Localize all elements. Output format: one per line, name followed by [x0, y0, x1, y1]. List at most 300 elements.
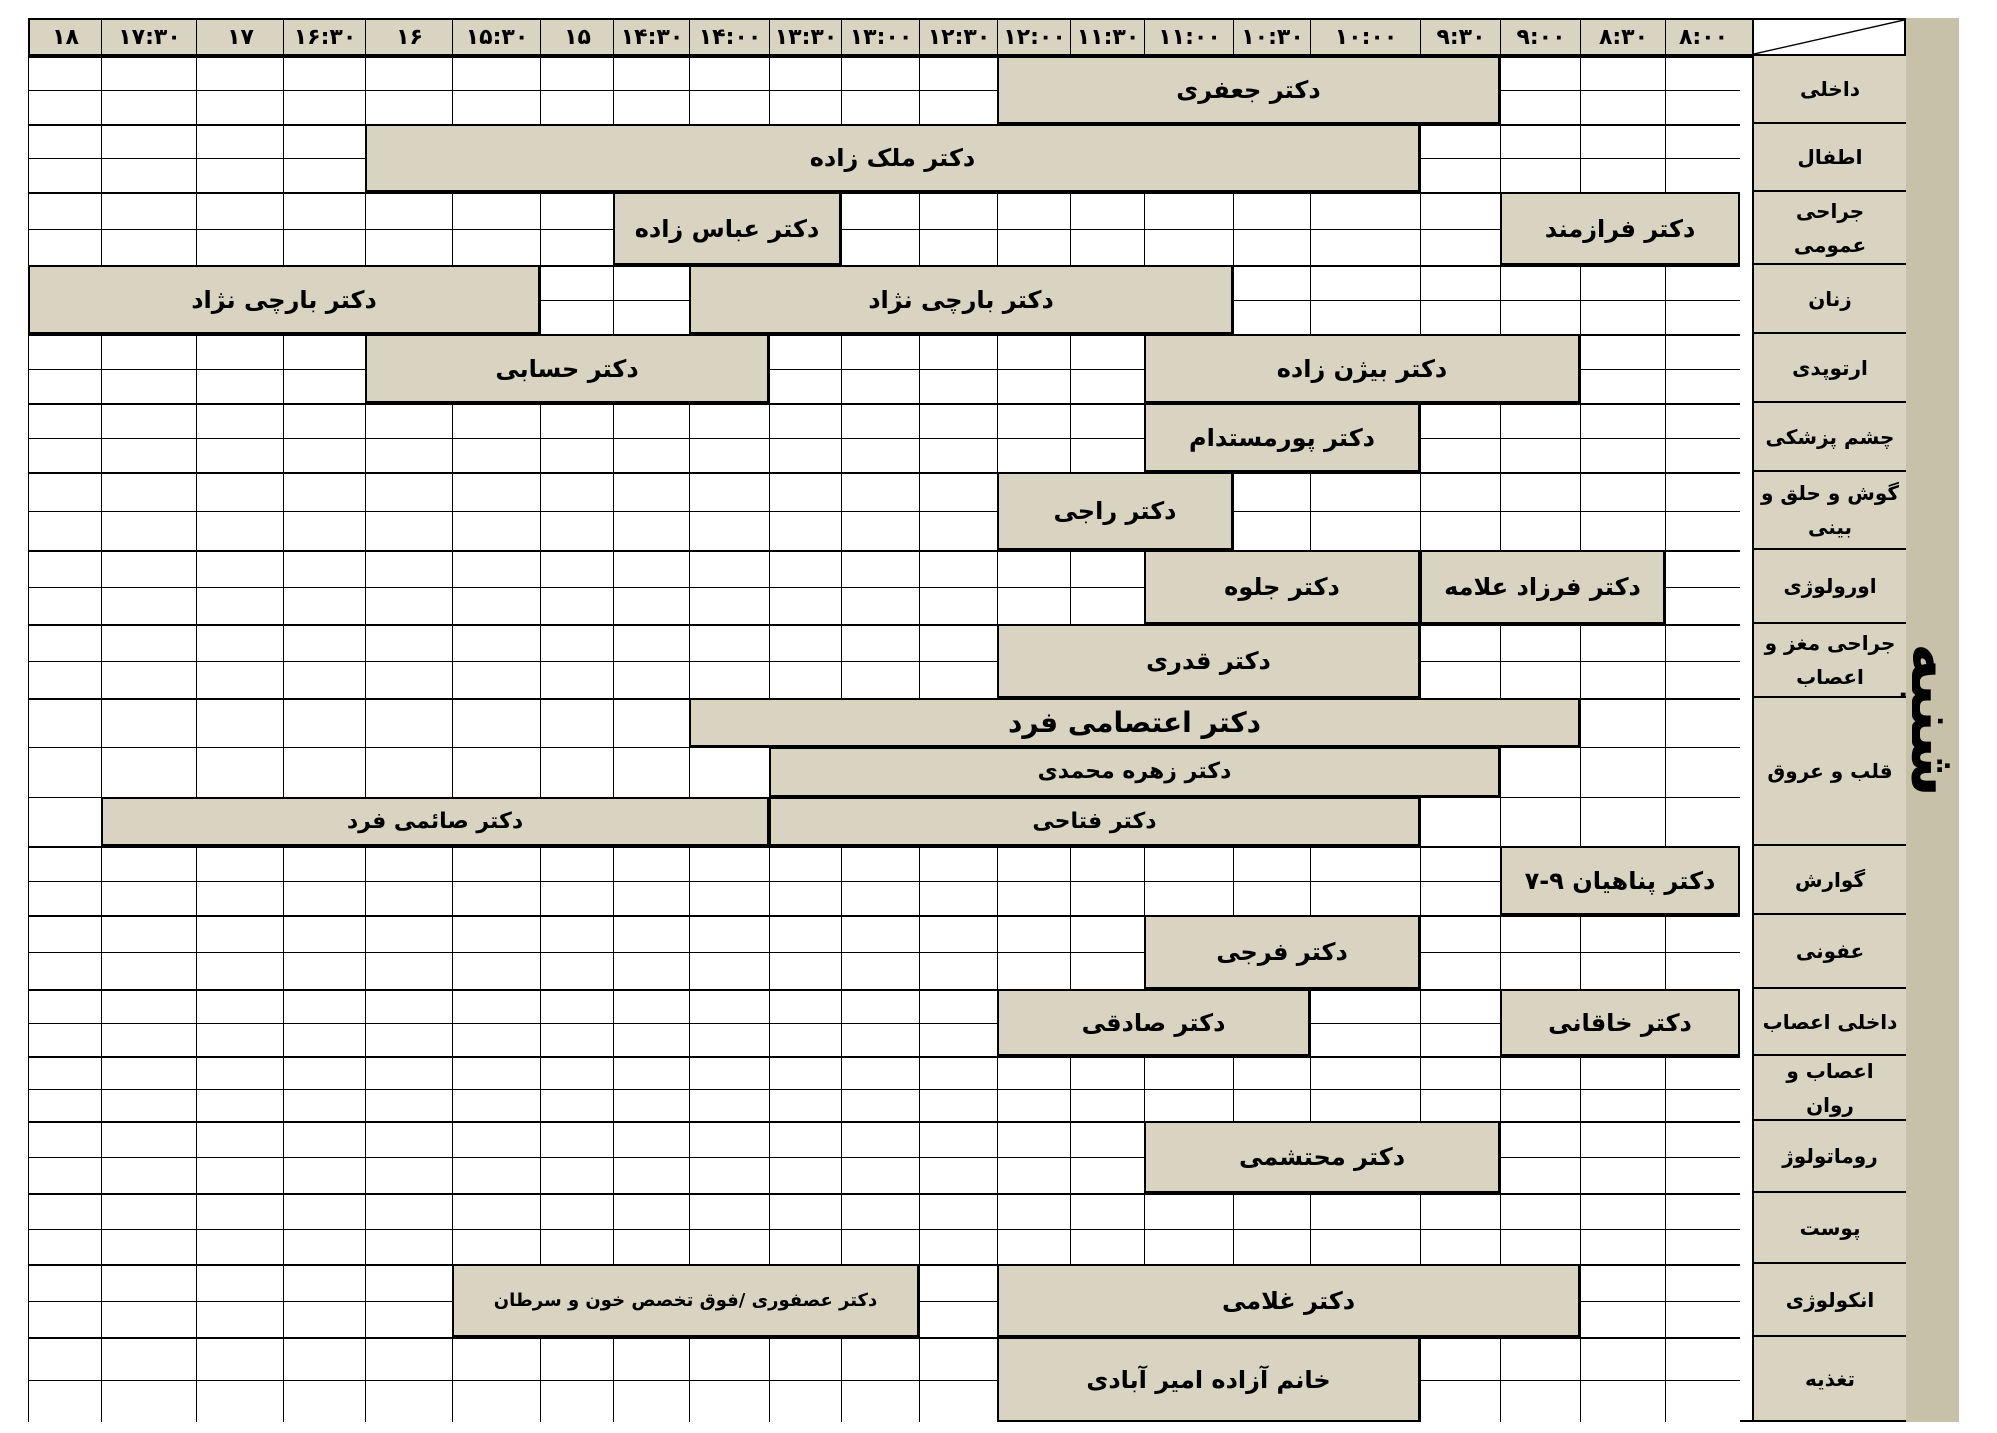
- grid-cell: [196, 1089, 283, 1122]
- grid-cell: [452, 56, 540, 90]
- grid-cell: [841, 915, 919, 952]
- grid-cell: [769, 438, 841, 473]
- grid-cell: [452, 1229, 540, 1265]
- grid-cell: [1580, 1264, 1665, 1301]
- grid-cell: [28, 1023, 101, 1057]
- grid-cell: [689, 1056, 769, 1089]
- grid-cell: [1420, 1337, 1500, 1380]
- grid-cell: [365, 698, 452, 747]
- grid-cell: [452, 915, 540, 952]
- grid-cell: [28, 90, 101, 124]
- grid-cell: [365, 915, 452, 952]
- grid-cell: [1070, 1229, 1144, 1265]
- grid-cell: [365, 747, 452, 796]
- time-header-cell: ۱۵: [540, 18, 614, 56]
- grid-cell: [841, 511, 919, 550]
- grid-cell: [452, 1193, 540, 1229]
- grid-cell: [365, 661, 452, 698]
- grid-cell: [613, 587, 689, 624]
- grid-cell: [196, 124, 283, 158]
- grid-cell: [1665, 698, 1740, 747]
- time-header-cell: ۱۴:۰۰: [689, 18, 770, 56]
- doctor-shift-block: دکتر زهره محمدی: [769, 747, 1500, 796]
- grid-cell: [1070, 1193, 1144, 1229]
- grid-cell: [1070, 846, 1144, 881]
- grid-cell: [365, 472, 452, 511]
- grid-cell: [613, 550, 689, 587]
- grid-cell: [997, 1193, 1070, 1229]
- grid-cell: [841, 192, 919, 229]
- specialty-label: روماتولوژ: [1752, 1121, 1906, 1193]
- grid-cell: [1420, 1023, 1500, 1057]
- grid-cell: [452, 989, 540, 1023]
- grid-cell: [1580, 1089, 1665, 1122]
- grid-cell: [1665, 1157, 1740, 1193]
- grid-cell: [919, 1193, 997, 1229]
- grid-cell: [841, 587, 919, 624]
- grid-cell: [613, 952, 689, 989]
- grid-cell: [283, 1193, 365, 1229]
- grid-cell: [283, 1380, 365, 1423]
- grid-cell: [540, 1229, 613, 1265]
- grid-cell: [841, 989, 919, 1023]
- grid-cell: [1233, 472, 1310, 511]
- doctor-shift-block: دکتر عصفوری /فوق تخصص خون و سرطان: [452, 1264, 919, 1337]
- grid-cell: [613, 661, 689, 698]
- doctor-shift-block: دکتر صادقی: [997, 989, 1310, 1056]
- grid-cell: [1310, 265, 1420, 300]
- grid-cell: [28, 915, 101, 952]
- grid-cell: [28, 124, 101, 158]
- grid-cell: [1420, 124, 1500, 158]
- grid-cell: [841, 624, 919, 661]
- grid-cell: [997, 403, 1070, 438]
- grid-cell: [101, 1089, 196, 1122]
- grid-cell: [196, 403, 283, 438]
- grid-cell: [1070, 334, 1144, 369]
- grid-cell: [1665, 124, 1740, 158]
- grid-cell: [1580, 797, 1665, 846]
- grid-cell: [997, 192, 1070, 229]
- day-label: شنبه: [1895, 643, 1970, 797]
- grid-cell: [28, 1229, 101, 1265]
- grid-cell: [452, 846, 540, 881]
- grid-cell: [452, 550, 540, 587]
- grid-cell: [28, 624, 101, 661]
- specialty-label: گوارش: [1752, 846, 1906, 915]
- grid-cell: [1500, 56, 1580, 90]
- grid-cell: [689, 56, 769, 90]
- corner-header-cell: [1752, 20, 1904, 54]
- grid-cell: [28, 797, 101, 846]
- grid-cell: [452, 881, 540, 916]
- grid-cell: [283, 472, 365, 511]
- grid-cell: [1144, 881, 1233, 916]
- grid-cell: [196, 550, 283, 587]
- grid-cell: [689, 1121, 769, 1157]
- grid-cell: [452, 192, 540, 229]
- grid-cell: [769, 403, 841, 438]
- day-band: [1895, 18, 1970, 1422]
- grid-cell: [28, 698, 101, 747]
- grid-cell: [689, 403, 769, 438]
- grid-cell: [365, 1380, 452, 1423]
- grid-cell: [28, 56, 101, 90]
- grid-cell: [196, 1380, 283, 1423]
- grid-cell: [1580, 369, 1665, 404]
- grid-cell: [196, 952, 283, 989]
- grid-cell: [452, 403, 540, 438]
- grid-cell: [365, 624, 452, 661]
- grid-cell: [540, 661, 613, 698]
- grid-cell: [1420, 511, 1500, 550]
- grid-cell: [283, 698, 365, 747]
- grid-cell: [540, 1380, 613, 1423]
- grid-cell: [1420, 915, 1500, 952]
- grid-cell: [841, 1089, 919, 1122]
- grid-cell: [1420, 472, 1500, 511]
- time-header-cell: ۱۶: [365, 18, 453, 56]
- grid-cell: [919, 192, 997, 229]
- grid-cell: [540, 403, 613, 438]
- doctor-shift-block: دکتر حسابی: [365, 334, 769, 403]
- specialty-label: چشم پزشکی: [1752, 403, 1906, 472]
- grid-cell: [365, 1023, 452, 1057]
- grid-cell: [1310, 846, 1420, 881]
- grid-cell: [1310, 511, 1420, 550]
- grid-cell: [1420, 300, 1500, 335]
- grid-cell: [365, 587, 452, 624]
- time-header-cell: ۱۳:۰۰: [841, 18, 920, 56]
- grid-cell: [540, 56, 613, 90]
- grid-cell: [1665, 587, 1740, 624]
- grid-cell: [1500, 1193, 1580, 1229]
- grid-cell: [1420, 846, 1500, 881]
- grid-cell: [452, 747, 540, 796]
- grid-cell: [101, 1056, 196, 1089]
- grid-cell: [769, 1380, 841, 1423]
- grid-cell: [283, 1056, 365, 1089]
- grid-cell: [452, 624, 540, 661]
- grid-cell: [1144, 1056, 1233, 1089]
- grid-cell: [1500, 472, 1580, 511]
- grid-cell: [101, 511, 196, 550]
- grid-cell: [919, 587, 997, 624]
- grid-cell: [365, 1229, 452, 1265]
- grid-cell: [101, 1121, 196, 1157]
- grid-cell: [997, 1157, 1070, 1193]
- grid-cell: [283, 1023, 365, 1057]
- grid-cell: [101, 1264, 196, 1301]
- grid-cell: [769, 511, 841, 550]
- grid-cell: [540, 229, 613, 266]
- doctor-shift-block: دکتر بیژن زاده: [1144, 334, 1580, 403]
- grid-cell: [1420, 661, 1500, 698]
- grid-cell: [1665, 797, 1740, 846]
- grid-cell: [769, 1023, 841, 1057]
- grid-cell: [283, 881, 365, 916]
- grid-cell: [1500, 952, 1580, 989]
- grid-cell: [365, 846, 452, 881]
- grid-cell: [1500, 300, 1580, 335]
- grid-cell: [1665, 1089, 1740, 1122]
- grid-cell: [689, 624, 769, 661]
- grid-cell: [540, 846, 613, 881]
- grid-cell: [1070, 229, 1144, 266]
- grid-cell: [452, 587, 540, 624]
- grid-cell: [28, 403, 101, 438]
- grid-cell: [1420, 881, 1500, 916]
- grid-cell: [28, 334, 101, 369]
- grid-cell: [1580, 1337, 1665, 1380]
- grid-cell: [540, 1121, 613, 1157]
- grid-cell: [540, 698, 613, 747]
- grid-cell: [769, 1229, 841, 1265]
- grid-cell: [841, 846, 919, 881]
- grid-cell: [101, 747, 196, 796]
- grid-cell: [841, 661, 919, 698]
- grid-cell: [28, 989, 101, 1023]
- grid-cell: [1665, 265, 1740, 300]
- grid-cell: [1580, 624, 1665, 661]
- grid-cell: [452, 1089, 540, 1122]
- grid-cell: [452, 90, 540, 124]
- grid-cell: [196, 1121, 283, 1157]
- grid-cell: [101, 472, 196, 511]
- time-header-cell: ۱۲:۳۰: [919, 18, 998, 56]
- specialty-label: اورولوژی: [1752, 550, 1906, 624]
- grid-cell: [841, 1380, 919, 1423]
- grid-cell: [997, 915, 1070, 952]
- grid-cell: [101, 1157, 196, 1193]
- grid-cell: [28, 1157, 101, 1193]
- grid-cell: [283, 624, 365, 661]
- time-header-cell: ۸:۰۰: [1665, 18, 1741, 56]
- grid-cell: [101, 56, 196, 90]
- grid-cell: [196, 1301, 283, 1338]
- grid-cell: [689, 1089, 769, 1122]
- grid-cell: [283, 403, 365, 438]
- grid-cell: [1665, 158, 1740, 192]
- grid-cell: [1420, 438, 1500, 473]
- grid-cell: [919, 915, 997, 952]
- grid-cell: [452, 1023, 540, 1057]
- grid-cell: [1580, 300, 1665, 335]
- grid-cell: [1233, 300, 1310, 335]
- grid-cell: [1144, 1193, 1233, 1229]
- grid-cell: [769, 881, 841, 916]
- specialty-label: اطفال: [1752, 124, 1906, 192]
- grid-cell: [365, 952, 452, 989]
- grid-cell: [28, 1380, 101, 1423]
- grid-cell: [1500, 265, 1580, 300]
- grid-cell: [997, 1089, 1070, 1122]
- grid-cell: [540, 1337, 613, 1380]
- grid-cell: [1310, 1229, 1420, 1265]
- grid-cell: [613, 915, 689, 952]
- grid-cell: [769, 56, 841, 90]
- grid-cell: [613, 472, 689, 511]
- grid-cell: [613, 1121, 689, 1157]
- grid-cell: [28, 747, 101, 796]
- grid-cell: [841, 1121, 919, 1157]
- grid-cell: [1233, 511, 1310, 550]
- grid-cell: [1420, 797, 1500, 846]
- grid-cell: [283, 989, 365, 1023]
- grid-cell: [1580, 1301, 1665, 1338]
- grid-cell: [613, 1056, 689, 1089]
- grid-cell: [919, 369, 997, 404]
- specialty-label: عفونی: [1752, 915, 1906, 989]
- grid-cell: [1500, 438, 1580, 473]
- specialty-label: داخلی: [1752, 56, 1906, 124]
- grid-cell: [919, 1264, 997, 1301]
- grid-cell: [769, 661, 841, 698]
- grid-cell: [101, 1193, 196, 1229]
- grid-cell: [1580, 1056, 1665, 1089]
- grid-cell: [613, 265, 689, 300]
- grid-cell: [1233, 229, 1310, 266]
- grid-cell: [1500, 797, 1580, 846]
- grid-cell: [28, 1056, 101, 1089]
- grid-cell: [613, 989, 689, 1023]
- grid-cell: [919, 1157, 997, 1193]
- grid-cell: [1233, 1089, 1310, 1122]
- time-header-cell: ۱۸: [28, 18, 102, 56]
- grid-cell: [365, 881, 452, 916]
- grid-cell: [1500, 661, 1580, 698]
- grid-cell: [1233, 265, 1310, 300]
- grid-cell: [613, 56, 689, 90]
- grid-cell: [196, 1023, 283, 1057]
- grid-cell: [283, 846, 365, 881]
- grid-cell: [1070, 881, 1144, 916]
- grid-cell: [196, 1157, 283, 1193]
- grid-cell: [1580, 747, 1665, 796]
- grid-cell: [101, 334, 196, 369]
- grid-cell: [196, 661, 283, 698]
- grid-cell: [28, 472, 101, 511]
- grid-cell: [365, 192, 452, 229]
- grid-cell: [28, 881, 101, 916]
- grid-cell: [613, 1380, 689, 1423]
- grid-cell: [283, 747, 365, 796]
- grid-cell: [283, 550, 365, 587]
- grid-cell: [365, 56, 452, 90]
- grid-cell: [540, 915, 613, 952]
- grid-cell: [540, 952, 613, 989]
- grid-cell: [1580, 1157, 1665, 1193]
- grid-cell: [283, 56, 365, 90]
- grid-cell: [997, 438, 1070, 473]
- grid-cell: [1500, 124, 1580, 158]
- doctor-shift-block: دکتر غلامی: [997, 1264, 1580, 1337]
- grid-cell: [1580, 952, 1665, 989]
- grid-cell: [769, 369, 841, 404]
- grid-cell: [101, 846, 196, 881]
- grid-cell: [769, 989, 841, 1023]
- grid-cell: [28, 438, 101, 473]
- grid-cell: [1310, 1023, 1420, 1057]
- grid-cell: [1580, 158, 1665, 192]
- grid-cell: [1580, 698, 1665, 747]
- grid-cell: [1580, 1380, 1665, 1423]
- grid-cell: [997, 229, 1070, 266]
- grid-cell: [1310, 472, 1420, 511]
- grid-cell: [283, 1121, 365, 1157]
- grid-cell: [540, 989, 613, 1023]
- time-header-cell: ۱۷: [196, 18, 284, 56]
- grid-cell: [769, 1157, 841, 1193]
- grid-cell: [1070, 1157, 1144, 1193]
- grid-cell: [997, 1056, 1070, 1089]
- grid-cell: [365, 511, 452, 550]
- grid-cell: [540, 192, 613, 229]
- grid-cell: [1665, 56, 1740, 90]
- grid-cell: [919, 1121, 997, 1157]
- grid-cell: [613, 846, 689, 881]
- grid-cell: [1070, 915, 1144, 952]
- grid-cell: [1233, 1229, 1310, 1265]
- grid-cell: [452, 438, 540, 473]
- grid-cell: [1500, 1157, 1580, 1193]
- grid-cell: [196, 915, 283, 952]
- grid-cell: [919, 846, 997, 881]
- grid-cell: [452, 229, 540, 266]
- doctor-shift-block: دکتر فرزاد علامه: [1420, 550, 1665, 624]
- grid-cell: [452, 472, 540, 511]
- grid-cell: [1580, 124, 1665, 158]
- specialty-label: اعصاب و روان: [1752, 1056, 1906, 1121]
- doctor-shift-block: دکتر عباس زاده: [613, 192, 841, 265]
- grid-cell: [283, 1264, 365, 1301]
- grid-cell: [1420, 403, 1500, 438]
- grid-cell: [919, 624, 997, 661]
- grid-cell: [101, 550, 196, 587]
- grid-cell: [1420, 1193, 1500, 1229]
- grid-cell: [841, 1229, 919, 1265]
- grid-cell: [1310, 300, 1420, 335]
- grid-cell: [1144, 229, 1233, 266]
- grid-cell: [689, 511, 769, 550]
- grid-cell: [1580, 472, 1665, 511]
- grid-cell: [919, 403, 997, 438]
- grid-cell: [28, 587, 101, 624]
- grid-cell: [365, 989, 452, 1023]
- grid-cell: [689, 881, 769, 916]
- grid-cell: [769, 1121, 841, 1157]
- grid-cell: [365, 403, 452, 438]
- grid-cell: [1665, 624, 1740, 661]
- grid-cell: [919, 952, 997, 989]
- grid-cell: [365, 229, 452, 266]
- specialty-label: زنان: [1752, 265, 1906, 334]
- time-header-cell: ۱۷:۳۰: [101, 18, 197, 56]
- time-header-cell: ۸:۳۰: [1580, 18, 1666, 56]
- doctor-shift-block: دکتر فرازمند: [1500, 192, 1740, 265]
- grid-cell: [365, 1121, 452, 1157]
- grid-cell: [1233, 1056, 1310, 1089]
- grid-cell: [841, 56, 919, 90]
- specialty-label: جراحی مغز و اعصاب: [1752, 624, 1906, 698]
- grid-cell: [1665, 915, 1740, 952]
- grid-cell: [1070, 1121, 1144, 1157]
- grid-cell: [1665, 1337, 1740, 1380]
- grid-cell: [919, 56, 997, 90]
- grid-cell: [283, 1157, 365, 1193]
- grid-cell: [1665, 1056, 1740, 1089]
- doctor-shift-block: دکتر بارچی نژاد: [28, 265, 540, 334]
